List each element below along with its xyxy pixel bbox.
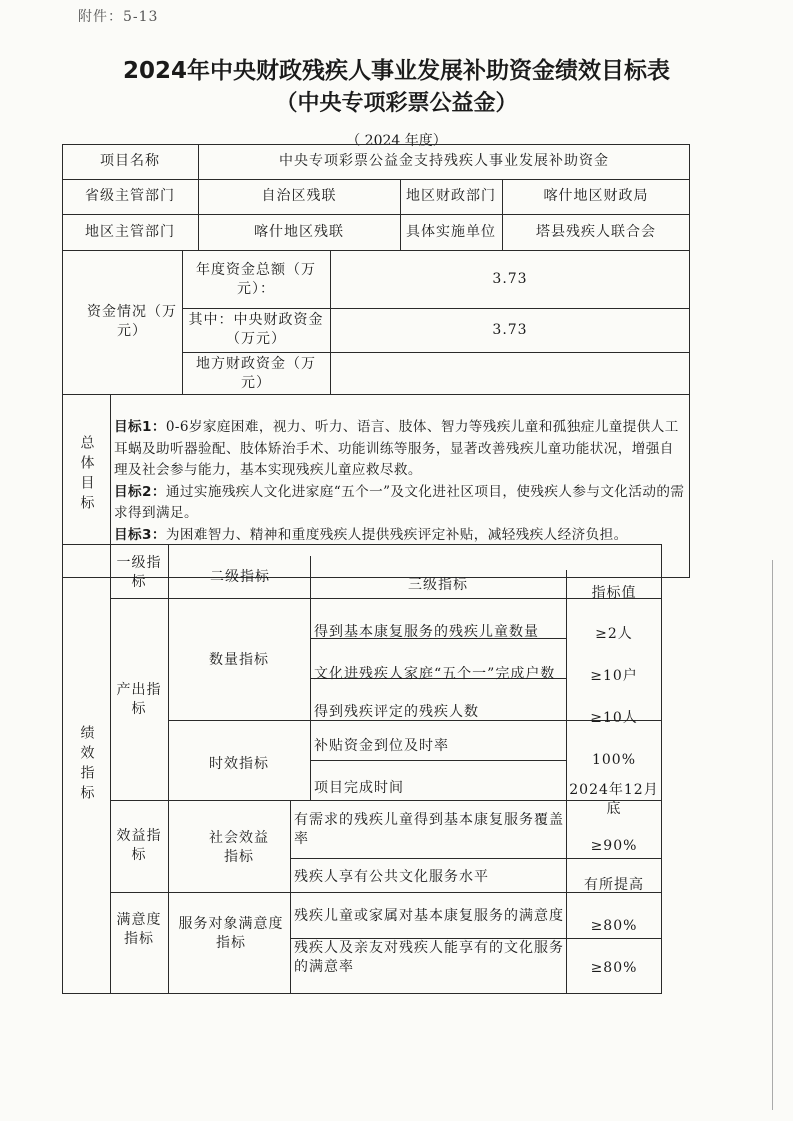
social-benefit-label: 社会效益指标: [209, 830, 269, 865]
overall-goals-text: [114, 417, 686, 547]
annual-funds-value: 3.73: [492, 270, 528, 287]
indicator-row-4-name: 补贴资金到位及时率: [314, 737, 449, 754]
local-funds-label: 地方财政资金（万元）: [196, 356, 316, 391]
indicator-row-2-value: ≥10户: [590, 667, 638, 684]
indicator-row-1-name: 得到基本康复服务的残疾儿童数量: [314, 623, 539, 640]
indicator-row-8-name: 残疾儿童或家属对基本康复服务的满意度: [294, 907, 564, 924]
prov-dept-label: 省级主管部门: [85, 188, 175, 204]
region-dept-label: 地区主管部门: [85, 223, 175, 240]
region-dept-value: 喀什地区残联: [254, 223, 344, 240]
indicator-row-1-value: ≥2人: [595, 625, 633, 642]
indicator-row-8-value: ≥80%: [590, 917, 638, 934]
indicator-row-9-value: ≥80%: [590, 959, 638, 976]
indicator-row-7-value: 有所提高: [584, 876, 644, 893]
indicator-row-2-name: 文化进残疾人家庭“五个一”完成户数: [314, 665, 556, 682]
benefit-indicators-label: 效益指标: [116, 828, 162, 863]
indicator-row-6-name: 有需求的残疾儿童得到基本康复服务覆盖率: [294, 812, 564, 847]
goal-2-text: 通过实施残疾人文化进家庭“五个一”及文化进社区项目，使残疾人参与文化活动的需求得到满足。: [114, 483, 685, 522]
value-header: 指标值: [591, 584, 637, 601]
output-indicators-label: 产出指标: [116, 682, 162, 717]
central-funds-value: 3.73: [492, 321, 528, 338]
satisfaction-indicators-label: 满意度指标: [116, 912, 162, 947]
annual-funds-label: 年度资金总额（万元）：: [196, 262, 316, 297]
indicator-row-5-value: 2024年12月底: [569, 782, 659, 817]
overall-goals-label: 总体目标: [78, 435, 95, 515]
impl-unit-label: 具体实施单位: [406, 223, 496, 240]
timeliness-indicators-label: 时效指标: [209, 755, 269, 772]
indicator-row-7-name: 残疾人享有公共文化服务水平: [294, 868, 489, 885]
level2-header: 二级指标: [210, 568, 270, 585]
scan-edge-line: [772, 560, 773, 1110]
document-subtitle: （中央专项彩票公益金）: [275, 91, 518, 116]
performance-indicators-label: 绩效指标: [78, 725, 95, 805]
funds-label: 资金情况（万元）: [87, 304, 177, 339]
level1-header: 一级指标: [116, 555, 162, 590]
indicator-row-3-name: 得到残疾评定的残疾人数: [314, 703, 479, 720]
indicator-row-9-name: 残疾人及亲友对残疾人能享有的文化服务的满意率: [294, 940, 564, 975]
central-funds-label: 其中：中央财政资金（万元）: [188, 312, 324, 347]
region-fin-label: 地区财政部门: [406, 188, 496, 204]
fiscal-year: （ 2024 年度）: [346, 133, 447, 149]
indicator-row-3-value: ≥10人: [590, 709, 638, 726]
impl-unit-value: 塔县残疾人联合会: [536, 223, 656, 240]
document-title: 2024年中央财政残疾人事业发展补助资金绩效目标表: [122, 58, 670, 84]
project-name-label: 项目名称: [100, 153, 160, 169]
local-funds-value: [330, 352, 690, 394]
level3-header: 三级指标: [408, 576, 468, 593]
attachment-number: 附件：5-13: [78, 9, 159, 25]
goal-3-text: 为困难智力、精神和重度残疾人提供残疾评定补贴，减轻残疾人经济负担。: [165, 526, 628, 543]
quantity-indicators-label: 数量指标: [209, 651, 269, 668]
indicator-row-5-name: 项目完成时间: [314, 779, 404, 796]
indicator-row-4-value: 100%: [591, 751, 637, 768]
prov-dept-value: 自治区残联: [261, 188, 337, 204]
goal-3-label: 目标3：: [114, 526, 166, 543]
indicator-row-6-value: ≥90%: [590, 837, 638, 854]
project-name-value: 中央专项彩票公益金支持残疾人事业发展补助资金: [279, 153, 609, 169]
region-fin-value: 喀什地区财政局: [543, 188, 649, 204]
goal-1-label: 目标1：: [114, 419, 166, 435]
goal-2-label: 目标2：: [114, 483, 166, 500]
service-satisfaction-label: 服务对象满意度指标: [178, 916, 284, 951]
goal-1-text: 0-6岁家庭困难，视力、听力、语言、肢体、智力等残疾儿童和孤独症儿童提供人工耳蜗及助听器验配、肢体矫治手术、功能训练等服务，显著改善残疾儿童功能状况，增强自理及社会参与能力，基本实现残疾儿童应救尽救。: [114, 419, 679, 479]
